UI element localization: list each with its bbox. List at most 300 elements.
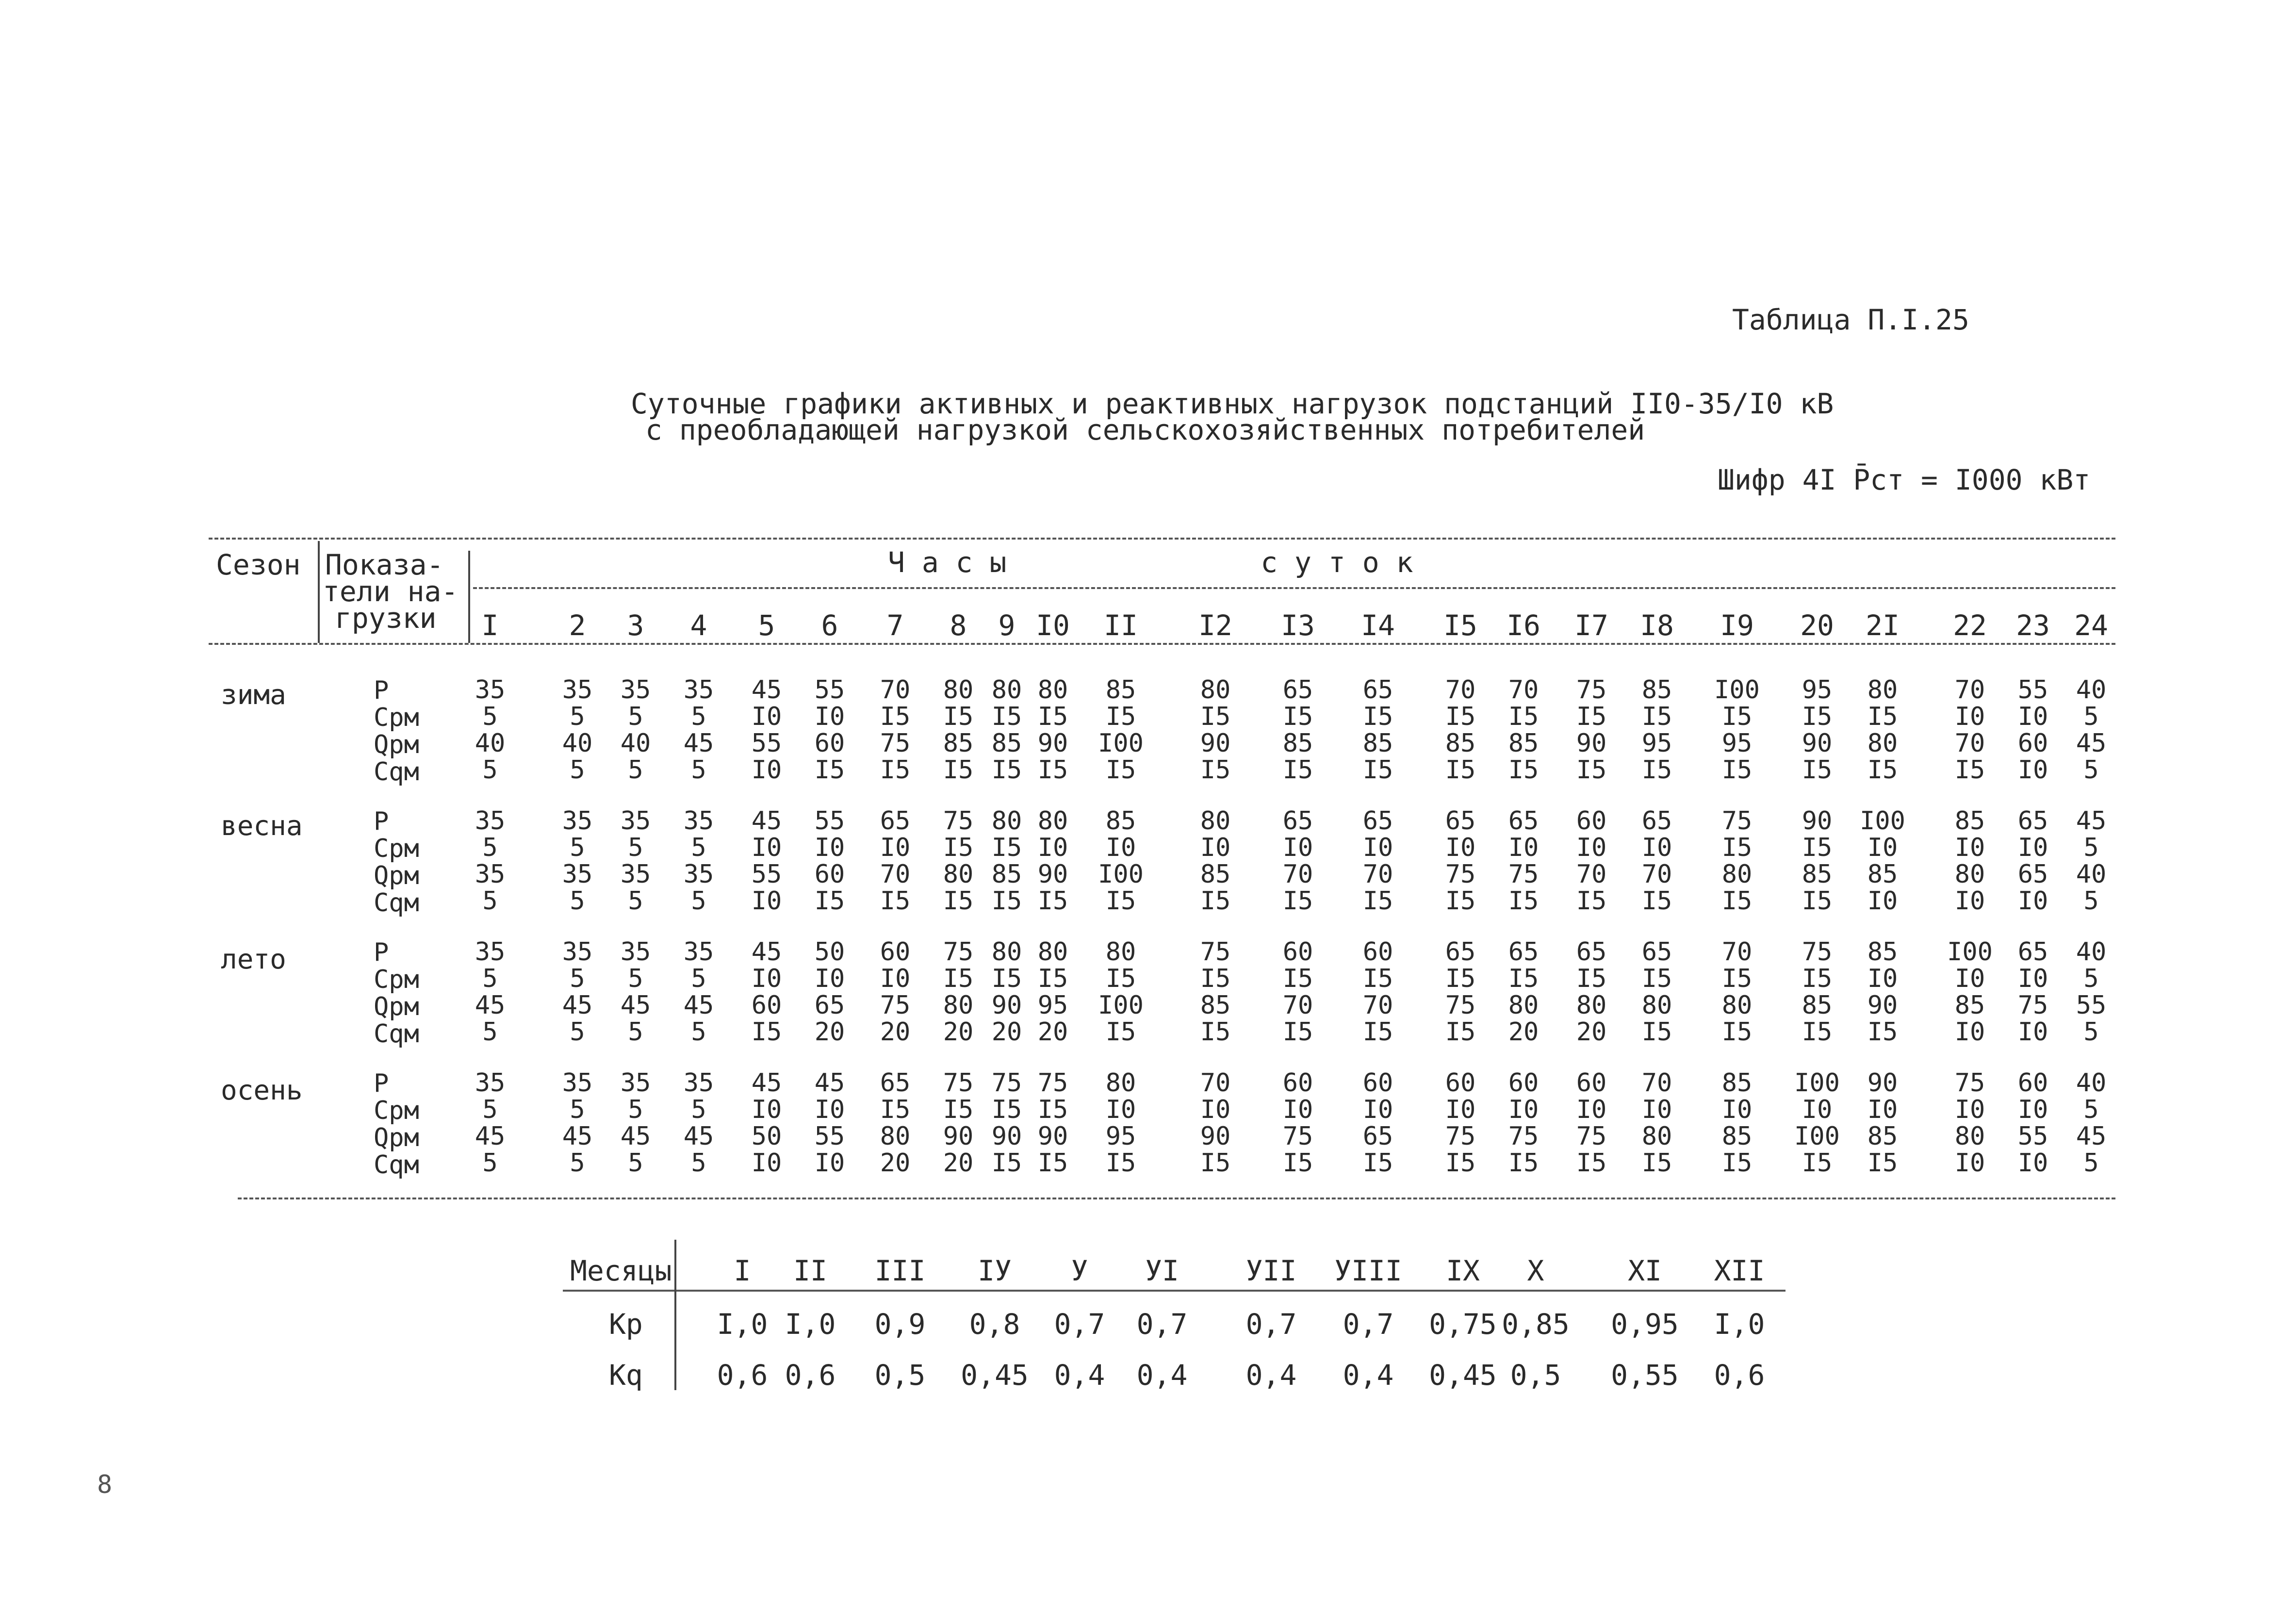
hour-cell <box>1788 808 1846 915</box>
hour-cell <box>2004 808 2062 915</box>
cell-value: I0 <box>1954 1095 1985 1124</box>
cell-value: I5 <box>1105 1148 1136 1178</box>
cell-value: I0 <box>751 1148 782 1178</box>
cell-value: 70 <box>1200 1068 1231 1098</box>
hour-cell <box>801 677 859 784</box>
hour-cell <box>1269 677 1327 784</box>
cell-value: 65 <box>880 806 911 836</box>
hour-header-10: I0 <box>1036 609 1070 642</box>
months-col-separator <box>674 1240 676 1390</box>
cell-value: 65 <box>1282 806 1313 836</box>
cell-value: 85 <box>1105 675 1136 705</box>
cell-value: 20 <box>880 1017 911 1047</box>
hour-header-24: 24 <box>2074 609 2108 642</box>
header-indicators-1: Показа- <box>325 548 444 581</box>
hour-cell <box>2004 1070 2062 1177</box>
cell-value: I5 <box>1200 1148 1231 1178</box>
cell-value: I5 <box>1508 755 1539 785</box>
kp-value: 0,7 <box>1343 1308 1394 1341</box>
cell-value: I5 <box>1867 1017 1898 1047</box>
cell-value: 90 <box>1037 860 1068 889</box>
cell-value: 40 <box>2076 937 2107 967</box>
cell-value: 95 <box>1105 1122 1136 1151</box>
cell-value: 85 <box>1954 991 1985 1020</box>
hour-cell <box>1186 677 1245 784</box>
header-season: Сезон <box>216 548 301 581</box>
kp-value: I,0 <box>785 1308 836 1341</box>
cell-value: 60 <box>1508 1068 1539 1098</box>
cell-value: I0 <box>1867 833 1898 862</box>
cell-value: 50 <box>814 937 845 967</box>
cell-value: I0 <box>1954 833 1985 862</box>
hour-cell <box>1562 939 1621 1046</box>
hour-cell <box>1941 939 1999 1046</box>
cell-value: I5 <box>1721 1148 1753 1178</box>
cell-value: I5 <box>1641 964 1672 993</box>
cell-value: I5 <box>1576 702 1607 731</box>
hour-cell <box>606 677 665 784</box>
cell-value: I5 <box>880 1095 911 1124</box>
cell-value: I0 <box>814 1148 845 1178</box>
cell-value: 65 <box>1641 937 1672 967</box>
cell-value: 85 <box>1954 806 1985 836</box>
cell-value: I5 <box>1802 886 1833 916</box>
hour-cell <box>737 677 796 784</box>
cell-value: 5 <box>691 886 706 916</box>
hour-cell <box>1494 677 1553 784</box>
hour-header-20: 20 <box>1800 609 1834 642</box>
cell-value: I5 <box>1445 964 1476 993</box>
cell-value: 65 <box>1445 806 1476 836</box>
cell-value: I5 <box>1037 964 1068 993</box>
cell-value: 40 <box>620 729 651 758</box>
hour-cell <box>1628 939 1686 1046</box>
cell-value: 75 <box>1445 1122 1476 1151</box>
cell-value: I5 <box>1282 755 1313 785</box>
cell-value: I5 <box>1641 886 1672 916</box>
cell-value: 35 <box>562 1068 593 1098</box>
cell-value: 95 <box>1641 729 1672 758</box>
hour-header-8: 8 <box>950 609 967 642</box>
cell-value: 85 <box>1802 991 1833 1020</box>
hour-cell <box>1708 1070 1766 1177</box>
hour-header-21: 2I <box>1866 609 1900 642</box>
cell-value: 20 <box>1037 1017 1068 1047</box>
cell-value: 5 <box>691 964 706 993</box>
cell-value: I5 <box>1362 886 1393 916</box>
hour-cell <box>2062 1070 2120 1177</box>
cell-value: 55 <box>751 729 782 758</box>
cell-value: I0 <box>1362 833 1393 862</box>
hour-cell <box>548 677 606 784</box>
cell-value: I5 <box>1362 964 1393 993</box>
cell-value: 20 <box>1508 1017 1539 1047</box>
cell-value: 90 <box>1037 729 1068 758</box>
cell-value: 60 <box>1282 937 1313 967</box>
cell-value: 60 <box>1445 1068 1476 1098</box>
cell-value: I5 <box>991 1148 1022 1178</box>
cell-value: 35 <box>683 675 714 705</box>
cell-value: 5 <box>570 1148 585 1178</box>
cell-value: I5 <box>814 886 845 916</box>
hour-cell <box>1562 808 1621 915</box>
cell-value: 5 <box>628 755 643 785</box>
cell-value: 60 <box>1576 1068 1607 1098</box>
hour-cell <box>461 1070 519 1177</box>
cell-value: I5 <box>1802 964 1833 993</box>
cell-value: 35 <box>683 860 714 889</box>
cell-value: 80 <box>1037 675 1068 705</box>
cell-value: 35 <box>475 1068 506 1098</box>
cell-value: I5 <box>1802 702 1833 731</box>
month-header: IУ <box>978 1254 1012 1287</box>
cell-value: 20 <box>1576 1017 1607 1047</box>
cell-value: 85 <box>991 729 1022 758</box>
hour-cell <box>1349 808 1407 915</box>
cell-value: 85 <box>1105 806 1136 836</box>
cell-value: 65 <box>1362 1122 1393 1151</box>
cell-value: I0 <box>1508 1095 1539 1124</box>
hour-cell <box>1628 677 1686 784</box>
hour-header-15: I5 <box>1443 609 1477 642</box>
cell-value: 5 <box>482 1095 498 1124</box>
cell-value: 80 <box>1508 991 1539 1020</box>
cipher-rated-power: Шифр 4I P̄ст = I000 кВт <box>1718 463 2091 496</box>
month-header: УI <box>1145 1254 1179 1287</box>
cell-value: 65 <box>2017 860 2048 889</box>
hour-cell <box>1853 808 1912 915</box>
cell-value: I5 <box>943 964 974 993</box>
cell-value: 80 <box>1105 937 1136 967</box>
cell-value: I0 <box>2017 1148 2048 1178</box>
cell-value: 5 <box>482 886 498 916</box>
month-header: III <box>874 1254 926 1287</box>
cell-value: 90 <box>991 1122 1022 1151</box>
cell-value: I5 <box>1362 702 1393 731</box>
cell-value: I0 <box>1362 1095 1393 1124</box>
cell-value: 55 <box>751 860 782 889</box>
cell-value: I0 <box>814 833 845 862</box>
cell-value: 80 <box>1576 991 1607 1020</box>
cell-value: 85 <box>1445 729 1476 758</box>
cell-value: I00 <box>1098 860 1144 889</box>
cell-value: 5 <box>628 702 643 731</box>
hours-sub-rule <box>473 587 2115 589</box>
hour-header-9: 9 <box>998 609 1016 642</box>
month-header: I <box>734 1254 751 1287</box>
hour-cell <box>1024 1070 1082 1177</box>
cell-value: 90 <box>1200 1122 1231 1151</box>
cell-value: 35 <box>683 1068 714 1098</box>
cell-value: I5 <box>1508 702 1539 731</box>
hour-cell <box>1788 939 1846 1046</box>
cell-value: I00 <box>1098 729 1144 758</box>
cell-value: 65 <box>1445 937 1476 967</box>
cell-value: 40 <box>475 729 506 758</box>
page-number: 8 <box>97 1470 113 1499</box>
hour-cell <box>1708 808 1766 915</box>
cell-value: 35 <box>475 860 506 889</box>
cell-value: 55 <box>814 806 845 836</box>
cell-value: I00 <box>1714 675 1760 705</box>
cell-value: 65 <box>1362 806 1393 836</box>
hour-cell <box>1853 939 1912 1046</box>
cell-value: I0 <box>1954 702 1985 731</box>
cell-value: 90 <box>1867 991 1898 1020</box>
indicator-labels: P Cpм Qpм Cqм <box>374 938 419 1049</box>
cell-value: I0 <box>1200 833 1231 862</box>
cell-value: 5 <box>691 1148 706 1178</box>
season-label: лето <box>221 944 286 975</box>
kp-value: 0,75 <box>1429 1308 1497 1341</box>
hour-header-23: 23 <box>2016 609 2050 642</box>
cell-value: 5 <box>628 1095 643 1124</box>
kq-value: 0,4 <box>1054 1359 1105 1392</box>
hour-cell <box>1092 677 1150 784</box>
cell-value: 20 <box>943 1148 974 1178</box>
cell-value: 5 <box>628 1017 643 1047</box>
cell-value: 60 <box>1362 1068 1393 1098</box>
kq-value: 0,45 <box>1429 1359 1497 1392</box>
cell-value: I0 <box>1954 964 1985 993</box>
cell-value: 75 <box>1508 1122 1539 1151</box>
cell-value: I0 <box>1954 886 1985 916</box>
kp-value: I,0 <box>1714 1308 1765 1341</box>
month-header: IX <box>1446 1254 1480 1287</box>
hour-cell <box>1092 808 1150 915</box>
cell-value: 65 <box>880 1068 911 1098</box>
cell-value: 45 <box>683 1122 714 1151</box>
hour-header-22: 22 <box>1953 609 1987 642</box>
hour-header-19: I9 <box>1720 609 1754 642</box>
cell-value: 40 <box>562 729 593 758</box>
cell-value: I5 <box>991 886 1022 916</box>
cell-value: 85 <box>943 729 974 758</box>
cell-value: 80 <box>991 806 1022 836</box>
cell-value: 5 <box>570 702 585 731</box>
cell-value: 85 <box>1200 991 1231 1020</box>
hour-cell <box>1562 1070 1621 1177</box>
cell-value: I5 <box>1200 702 1231 731</box>
cell-value: 85 <box>1721 1122 1753 1151</box>
cell-value: 75 <box>943 806 974 836</box>
cell-value: 70 <box>1641 1068 1672 1098</box>
header-indicators-3: грузки <box>335 602 437 635</box>
cell-value: I0 <box>1282 833 1313 862</box>
cell-value: 35 <box>475 675 506 705</box>
cell-value: I5 <box>1105 702 1136 731</box>
cell-value: 65 <box>2017 937 2048 967</box>
hour-cell <box>801 808 859 915</box>
table-title-line-2: с преобладающей нагрузкой сельскохозяйственных потребителей <box>645 413 1645 446</box>
cell-value: I0 <box>2017 1095 2048 1124</box>
cell-value: 80 <box>1641 991 1672 1020</box>
hour-cell <box>461 677 519 784</box>
cell-value: 45 <box>562 991 593 1020</box>
cell-value: 20 <box>814 1017 845 1047</box>
cell-value: 35 <box>620 1068 651 1098</box>
cell-value: 45 <box>751 806 782 836</box>
hour-cell <box>461 808 519 915</box>
cell-value: 75 <box>1200 937 1231 967</box>
header-hours-of-day: Ч а с ы с у т о к <box>888 546 1413 579</box>
cell-value: I0 <box>2017 886 2048 916</box>
cell-value: I5 <box>1867 702 1898 731</box>
hour-cell <box>2004 677 2062 784</box>
cell-value: I0 <box>1867 1095 1898 1124</box>
cell-value: I0 <box>2017 833 2048 862</box>
cell-value: I5 <box>1721 702 1753 731</box>
hour-cell <box>737 939 796 1046</box>
cell-value: I0 <box>751 964 782 993</box>
month-header: XI <box>1628 1254 1662 1287</box>
cell-value: 45 <box>562 1122 593 1151</box>
cell-value: 80 <box>1037 806 1068 836</box>
hour-cell <box>1562 677 1621 784</box>
cell-value: I5 <box>943 755 974 785</box>
cell-value: 45 <box>751 1068 782 1098</box>
cell-value: 65 <box>814 991 845 1020</box>
cell-value: 70 <box>880 860 911 889</box>
hour-header-6: 6 <box>821 609 838 642</box>
cell-value: 5 <box>691 755 706 785</box>
cell-value: 45 <box>751 937 782 967</box>
cell-value: 40 <box>2076 1068 2107 1098</box>
cell-value: 35 <box>562 806 593 836</box>
header-bottom-rule <box>209 643 2115 645</box>
cell-value: 85 <box>1282 729 1313 758</box>
cell-value: 5 <box>2083 702 2099 731</box>
cell-value: 35 <box>683 937 714 967</box>
hour-cell <box>1494 939 1553 1046</box>
cell-value: 60 <box>814 729 845 758</box>
hour-cell <box>1186 1070 1245 1177</box>
hour-cell <box>1349 677 1407 784</box>
hour-header-11: II <box>1104 609 1138 642</box>
cell-value: 5 <box>2083 1017 2099 1047</box>
cell-value: 5 <box>482 964 498 993</box>
cell-value: I5 <box>1037 755 1068 785</box>
cell-value: 45 <box>814 1068 845 1098</box>
cell-value: 5 <box>482 833 498 862</box>
cell-value: 20 <box>943 1017 974 1047</box>
cell-value: 70 <box>880 675 911 705</box>
cell-value: I5 <box>1576 755 1607 785</box>
kq-value: 0,5 <box>874 1359 926 1392</box>
hour-cell <box>1628 1070 1686 1177</box>
cell-value: 55 <box>814 1122 845 1151</box>
cell-value: I5 <box>1105 1017 1136 1047</box>
cell-value: 5 <box>691 1017 706 1047</box>
cell-value: I0 <box>2017 964 2048 993</box>
cell-value: 80 <box>880 1122 911 1151</box>
cell-value: I00 <box>1860 806 1905 836</box>
cell-value: I0 <box>814 702 845 731</box>
kp-value: 0,9 <box>874 1308 926 1341</box>
cell-value: 75 <box>943 937 974 967</box>
hour-cell <box>737 1070 796 1177</box>
cell-value: 70 <box>1362 991 1393 1020</box>
cell-value: 40 <box>2076 675 2107 705</box>
cell-value: 65 <box>2017 806 2048 836</box>
cell-value: I0 <box>2017 702 2048 731</box>
hour-cell <box>1186 939 1245 1046</box>
kq-value: 0,45 <box>961 1359 1029 1392</box>
hour-cell <box>670 808 728 915</box>
cell-value: 85 <box>1867 937 1898 967</box>
cell-value: 70 <box>1282 991 1313 1020</box>
cell-value: I5 <box>1200 755 1231 785</box>
hour-cell <box>2062 808 2120 915</box>
cell-value: 85 <box>1508 729 1539 758</box>
cell-value: I5 <box>1721 886 1753 916</box>
cell-value: 95 <box>1802 675 1833 705</box>
cell-value: 75 <box>1954 1068 1985 1098</box>
cell-value: 90 <box>943 1122 974 1151</box>
cell-value: 5 <box>570 833 585 862</box>
cell-value: 5 <box>570 755 585 785</box>
cell-value: 5 <box>691 702 706 731</box>
cell-value: 70 <box>1362 860 1393 889</box>
cell-value: I5 <box>751 1017 782 1047</box>
cell-value: I5 <box>1362 1148 1393 1178</box>
cell-value: I5 <box>1105 964 1136 993</box>
cell-value: 85 <box>991 860 1022 889</box>
hour-cell <box>670 677 728 784</box>
cell-value: 5 <box>482 702 498 731</box>
kq-value: 0,4 <box>1245 1359 1297 1392</box>
cell-value: 40 <box>2076 860 2107 889</box>
cell-value: I0 <box>751 1095 782 1124</box>
cell-value: I5 <box>1445 886 1476 916</box>
cell-value: 65 <box>1362 675 1393 705</box>
cell-value: 60 <box>814 860 845 889</box>
hour-cell <box>1708 939 1766 1046</box>
hour-cell <box>1269 808 1327 915</box>
kp-label: Kp <box>609 1308 643 1341</box>
cell-value: I0 <box>1282 1095 1313 1124</box>
kq-value: 0,55 <box>1611 1359 1679 1392</box>
cell-value: I5 <box>1105 755 1136 785</box>
hour-header-7: 7 <box>886 609 904 642</box>
cell-value: I5 <box>1282 1017 1313 1047</box>
cell-value: 95 <box>1037 991 1068 1020</box>
cell-value: 80 <box>1721 991 1753 1020</box>
cell-value: I5 <box>880 755 911 785</box>
cell-value: 80 <box>1867 675 1898 705</box>
cell-value: 20 <box>880 1148 911 1178</box>
hour-cell <box>2062 677 2120 784</box>
cell-value: 70 <box>1445 675 1476 705</box>
cell-value: I5 <box>991 702 1022 731</box>
cell-value: I0 <box>1576 833 1607 862</box>
cell-value: 80 <box>1200 806 1231 836</box>
cell-value: 5 <box>482 1148 498 1178</box>
cell-value: I0 <box>751 755 782 785</box>
cell-value: I5 <box>880 702 911 731</box>
cell-value: 85 <box>1362 729 1393 758</box>
cell-value: I0 <box>1105 833 1136 862</box>
cell-value: 45 <box>2076 729 2107 758</box>
hour-cell <box>1628 808 1686 915</box>
cell-value: I5 <box>880 886 911 916</box>
cell-value: I5 <box>1037 702 1068 731</box>
hour-cell <box>866 1070 924 1177</box>
cell-value: 5 <box>482 1017 498 1047</box>
cell-value: 60 <box>2017 729 2048 758</box>
cell-value: 75 <box>943 1068 974 1098</box>
cell-value: 75 <box>991 1068 1022 1098</box>
